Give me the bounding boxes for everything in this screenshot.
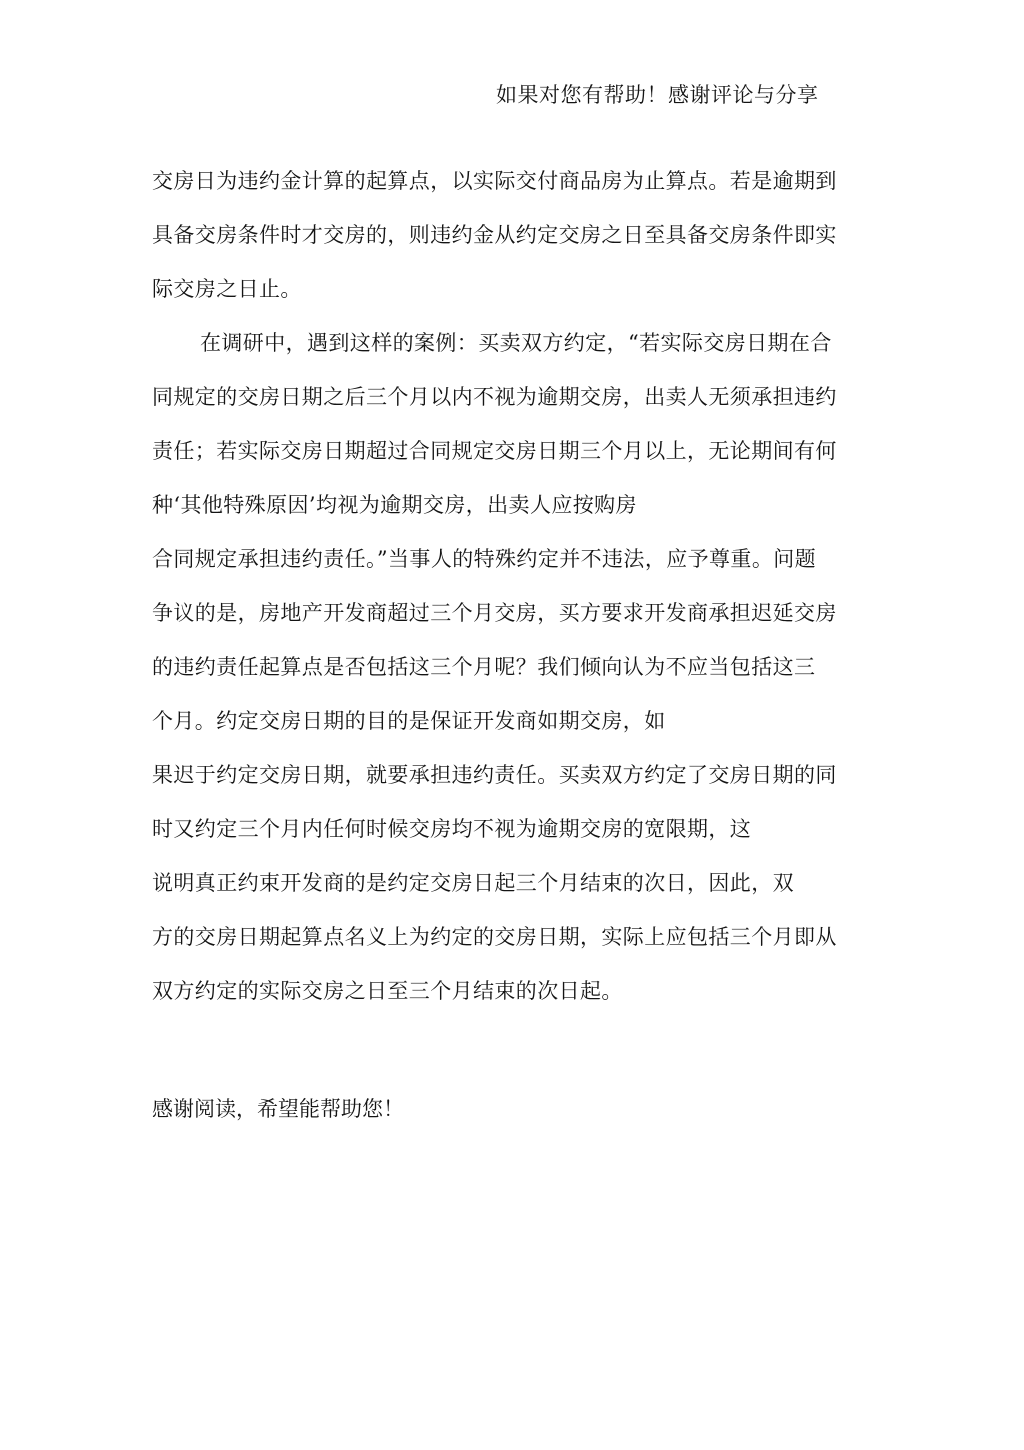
body-line-14: 说明真正约束开发商的是约定交房日起三个月结束的次日，因此，双	[152, 871, 794, 895]
body-line-11: 个月。约定交房日期的目的是保证开发商如期交房，如	[152, 709, 666, 733]
body-line-6: 责任；若实际交房日期超过合同规定交房日期三个月以上，无论期间有何	[152, 439, 837, 463]
body-line-7: 种‘其他特殊原因’均视为逾期交房，出卖人应按购房	[152, 493, 637, 517]
page-header: 如果对您有帮助！感谢评论与分享	[496, 83, 819, 107]
body-line-15: 方的交房日期起算点名义上为约定的交房日期，实际上应包括三个月即从	[152, 925, 837, 949]
body-line-10: 的违约责任起算点是否包括这三个月呢？我们倾向认为不应当包括这三	[152, 655, 816, 679]
body-line-8: 合同规定承担违约责任。”当事人的特殊约定并不违法，应予尊重。问题	[152, 547, 817, 571]
body-line-2: 具备交房条件时才交房的，则违约金从约定交房之日至具备交房条件即实	[152, 223, 837, 247]
body-line-4: 在调研中，遇到这样的案例：买卖双方约定，“若实际交房日期在合	[200, 331, 832, 355]
body-line-3: 际交房之日止。	[152, 277, 302, 301]
body-line-9: 争议的是，房地产开发商超过三个月交房，买方要求开发商承担迟延交房	[152, 601, 837, 625]
body-line-12: 果迟于约定交房日期，就要承担违约责任。买卖双方约定了交房日期的同	[152, 763, 837, 787]
body-line-16: 双方约定的实际交房之日至三个月结束的次日起。	[152, 979, 623, 1003]
closing-text: 感谢阅读，希望能帮助您！	[152, 1097, 404, 1121]
body-line-13: 时又约定三个月内任何时候交房均不视为逾期交房的宽限期，这	[152, 817, 752, 841]
body-line-5: 同规定的交房日期之后三个月以内不视为逾期交房，出卖人无须承担违约	[152, 385, 837, 409]
body-line-1: 交房日为违约金计算的起算点，以实际交付商品房为止算点。若是逾期到	[152, 169, 837, 193]
